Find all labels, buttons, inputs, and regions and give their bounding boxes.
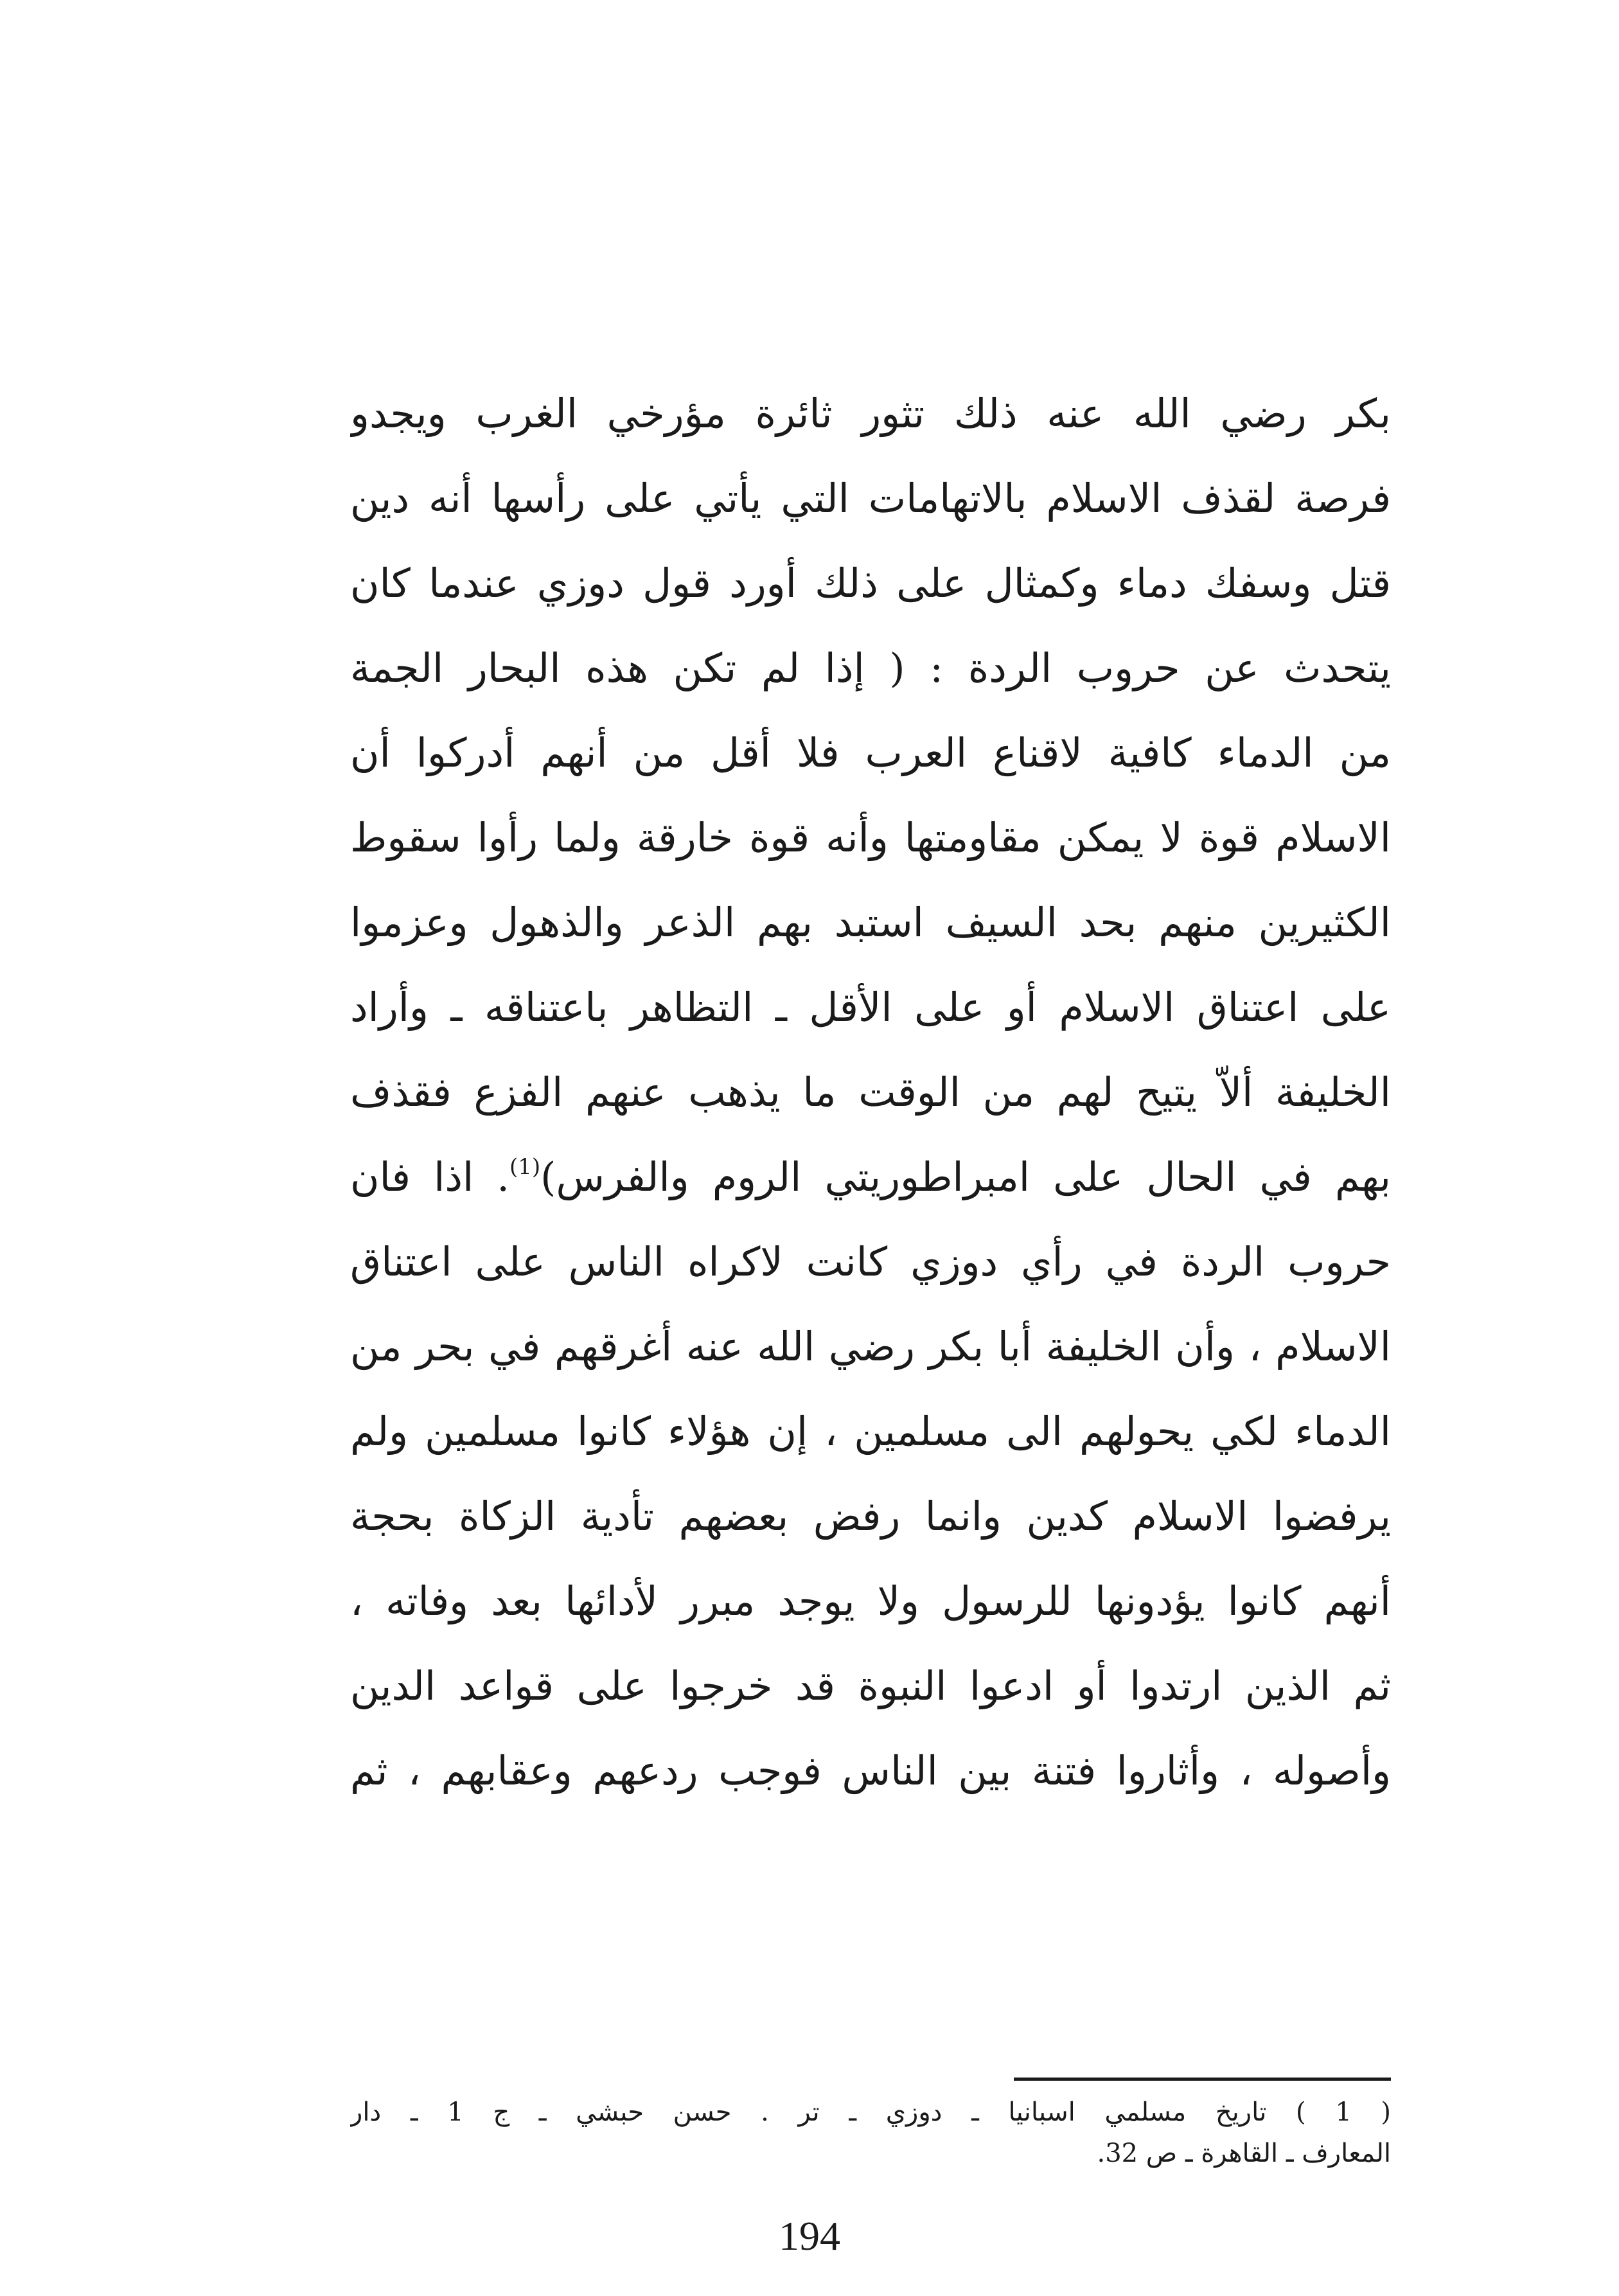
body-line-1: بكر رضي الله عنه ذلك تثور ثائرة مؤرخي الغرب ويجدو	[350, 390, 1391, 437]
body-line-15: أنهم كانوا يؤدونها للرسول ولا يوجد مبرر لأدائها بعد وفاته ،	[350, 1578, 1391, 1624]
body-line-3: قتل وسفك دماء وكمثال على ذلك أورد قول دوزي عندما كان	[350, 560, 1391, 607]
body-line-13: الدماء لكي يحولهم الى مسلمين ، إن هؤلاء كانوا مسلمين ولم	[350, 1408, 1391, 1455]
footnote	[350, 2092, 1391, 2174]
body-line-10-tail: . اذا فان	[350, 1153, 509, 1200]
page-number: 194	[779, 2213, 840, 2259]
body-line-7: الكثيرين منهم بحد السيف استبد بهم الذعر والذهول وعزموا	[350, 899, 1391, 946]
body-text	[350, 371, 1391, 1813]
footnote-divider	[1014, 2078, 1391, 2081]
footnote-line-1: ( 1 ) تاريخ مسلمي اسبانيا ـ دوزي ـ تر . حسن حبشي ـ ج 1 ـ دار	[350, 2097, 1391, 2127]
body-line-4: يتحدث عن حروب الردة : ( إذا لم تكن هذه البحار الجمة	[350, 645, 1391, 691]
footnote-reference: (1)	[509, 1154, 541, 1180]
body-line-2: فرصة لقذف الاسلام بالاتهامات التي يأتي على رأسها أنه دين	[350, 475, 1391, 522]
body-line-17: وأصوله ، وأثاروا فتنة بين الناس فوجب ردعهم وعقابهم ، ثم	[350, 1747, 1391, 1794]
body-line-9: الخليفة ألاّ يتيح لهم من الوقت ما يذهب عنهم الفزع فقذف	[350, 1069, 1391, 1116]
body-line-16: ثم الذين ارتدوا أو ادعوا النبوة قد خرجوا على قواعد الدين	[350, 1662, 1391, 1709]
body-line-5: من الدماء كافية لاقناع العرب فلا أقل من أنهم أدركوا أن	[350, 729, 1391, 776]
body-line-8: على اعتناق الاسلام أو على الأقل ـ التظاهر باعتناقه ـ وأراد	[350, 984, 1391, 1031]
body-line-14: يرفضوا الاسلام كدين وانما رفض بعضهم تأدية الزكاة بحجة	[350, 1493, 1391, 1540]
body-line-10-text: بهم في الحال على امبراطوريتي الروم والفرس)	[540, 1153, 1391, 1200]
body-line-12: الاسلام ، وأن الخليفة أبا بكر رضي الله عنه أغرقهم في بحر من	[350, 1323, 1391, 1370]
footnote-line-2: المعارف ـ القاهرة ـ ص 32.	[1097, 2139, 1391, 2168]
body-line-10	[350, 1135, 1391, 1220]
body-line-11: حروب الردة في رأي دوزي كانت لاكراه الناس على اعتناق	[350, 1238, 1391, 1285]
body-line-6: الاسلام قوة لا يمكن مقاومتها وأنه قوة خارقة ولما رأوا سقوط	[350, 814, 1391, 861]
